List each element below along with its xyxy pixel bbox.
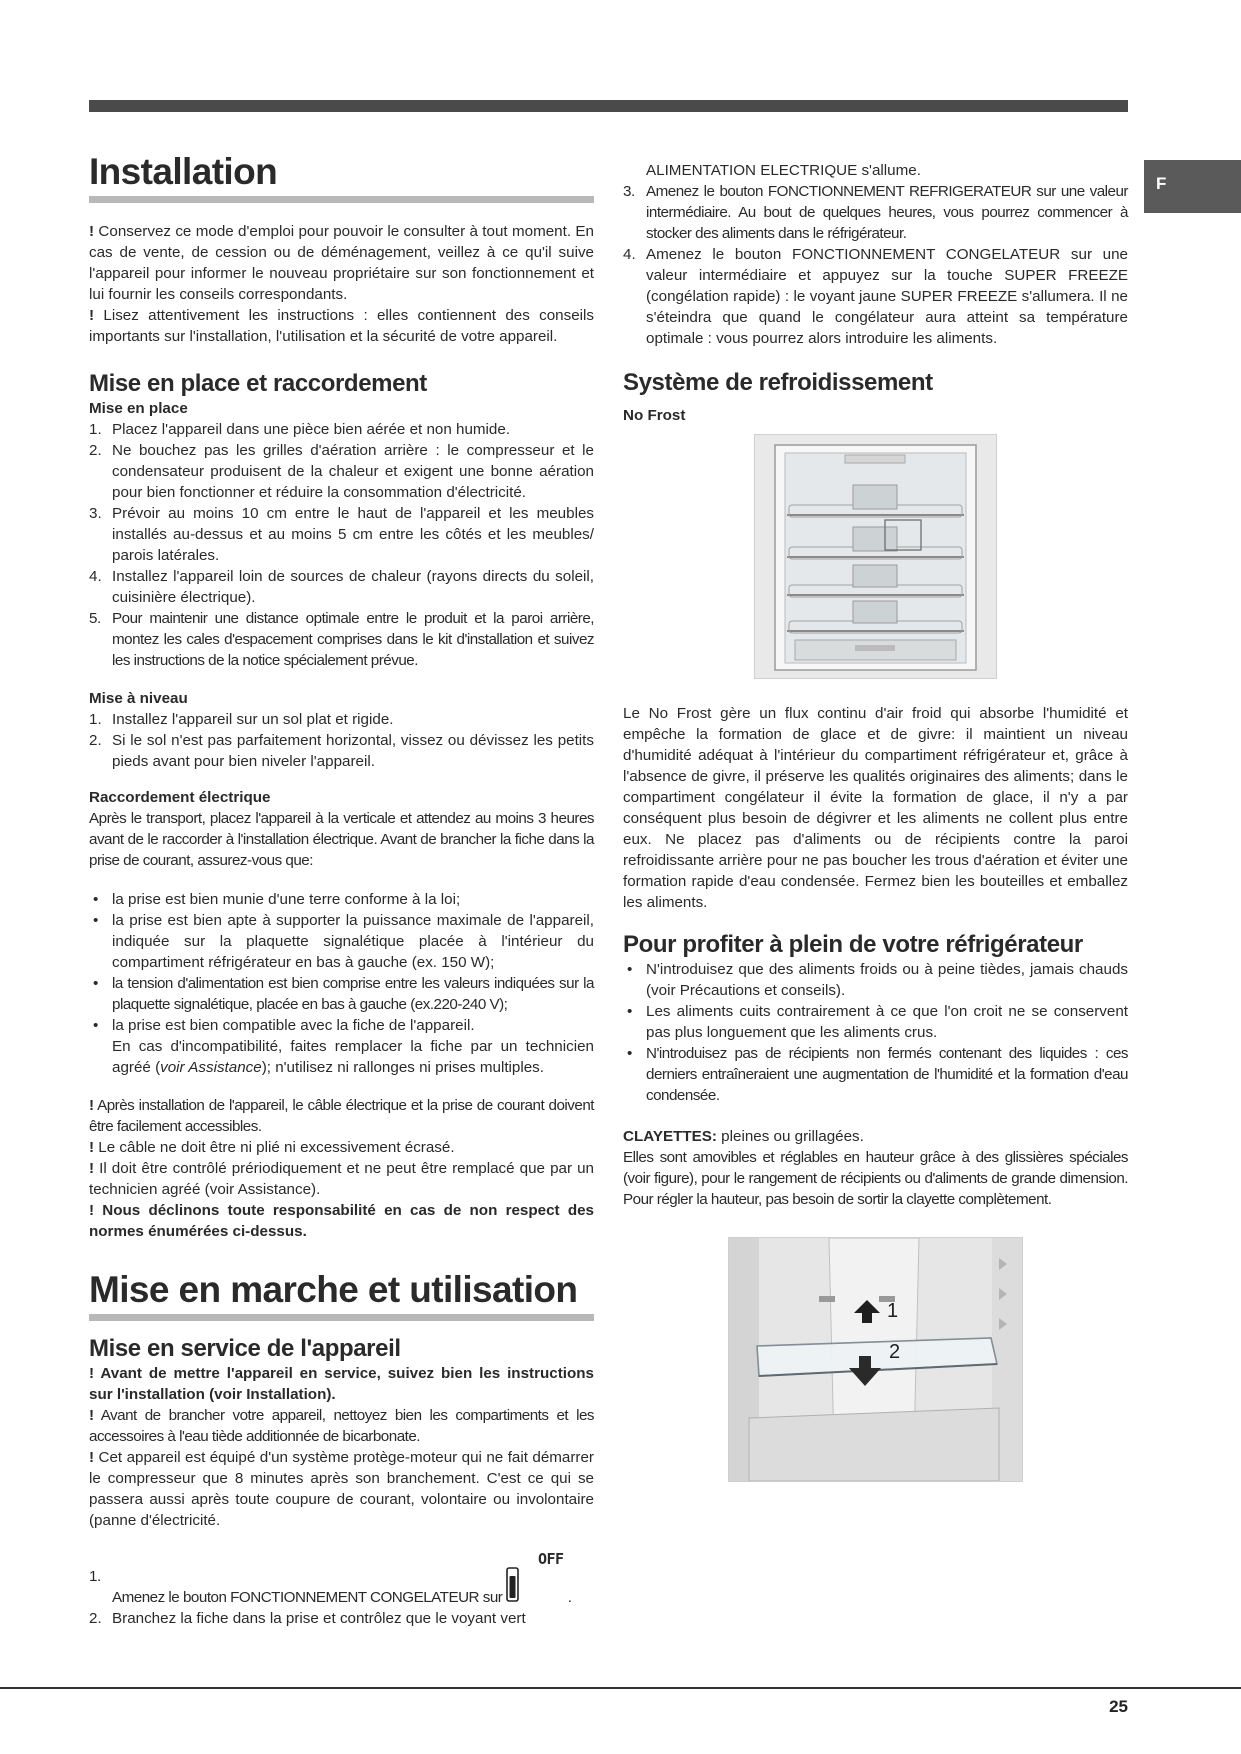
electrical-subtitle: Raccordement électrique — [89, 789, 271, 806]
figure-label-1: 1 — [887, 1300, 899, 1322]
bottom-rule — [0, 1687, 1241, 1689]
list-item: 2. Si le sol n'est pas parfaitement horizontal, vissez ou dévissez les petits pieds avant pour bien niveler l'appareil. — [89, 732, 594, 770]
top-rule — [89, 100, 1128, 112]
list-item: 2. Ne bouchez pas les grilles d'aération arrière : le compresseur et le condensateur produisent de la chaleur et exigent une bonne aération pour bien fonctionner et réduire la consommation d'électricité. — [89, 442, 594, 501]
page-number: 25 — [1109, 1697, 1128, 1716]
figure-label-2: 2 — [889, 1341, 901, 1363]
nofrost-text: Le No Frost gère un flux continu d'air froid qui absorbe l'humidité et empêche la formation de glace et de givre: il maintient un niveau d'humidité adéquat à l'intérieur du compartiment réfrigérateur et, grâce à l'absence de givre, il préserve les qualités originaires des aliments; dans le compartiment congélateur il évite la formation de glace, il n'y a par conséquent plus besoin de dégivrer et les aliments ne collent plus entre eux. Ne placez pas d'aliments ou de récipients contre la paroi refroidissante arrière pour ne pas boucher les trous d'aération et éviter une formation rapide d'eau condensée. Fermez bien les bouteilles et emballez les aliments. — [623, 705, 1128, 911]
warning-1: ! Après installation de l'appareil, le câble électrique et la prise de courant doivent être facilement accessibles. — [89, 1097, 594, 1135]
marche-steps-left — [89, 1549, 594, 1629]
right-column — [623, 160, 1128, 1482]
list-item: 1. Placez l'appareil dans une pièce bien aérée et non humide. — [89, 421, 511, 438]
nofrost-figure — [754, 434, 997, 679]
off-label: OFF — [538, 1550, 564, 1568]
step2-continuation: ALIMENTATION ELECTRIQUE s'allume. — [646, 162, 921, 179]
placement-list — [89, 419, 594, 671]
marche-bold-note: ! Avant de mettre l'appareil en service, suivez bien les instructions sur l'installation (voir Installation). — [89, 1365, 594, 1403]
clayettes-line: CLAYETTES: pleines ou grillagées. — [623, 1128, 864, 1145]
list-item: • Les aliments cuits contrairement à ce que l'on croit ne se conservent pas plus longuement que les aliments crus. — [623, 1001, 1128, 1043]
off-switch-icon — [506, 1566, 564, 1608]
marche-note-3: ! Cet appareil est équipé d'un système protège-moteur qui ne fait démarrer le compresseur que 8 minutes après son branchement. C'est ce qui se passera aussi après toute coupure de courant, volontaire ou involontaire (panne d'électricité. — [89, 1449, 594, 1529]
list-item: • la prise est bien compatible avec la fiche de l'appareil. En cas d'incompatibilité, faites remplacer la fiche par un technicien agréé (voir Assistance); n'utilisez ni rallonges ni prises multiples. — [89, 1015, 594, 1078]
list-item: 2. Branchez la fiche dans la prise et contrôlez que le voyant vert — [89, 1610, 526, 1627]
installation-title: Installation — [89, 150, 594, 203]
list-item: 4. Installez l'appareil loin de sources de chaleur (rayons directs du soleil, cuisinière électrique). — [89, 568, 594, 606]
marche-subtitle: Mise en service de l'appareil — [89, 1335, 401, 1362]
warning-4: ! Nous déclinons toute responsabilité en cas de non respect des normes énumérées ci-dessus. — [89, 1202, 594, 1240]
list-item: • la prise est bien munie d'une terre conforme à la loi; — [89, 889, 594, 910]
language-tab-label: F — [1156, 174, 1167, 193]
list-item: 1. Installez l'appareil sur un sol plat et rigide. — [89, 711, 394, 728]
marche-note-2: ! Avant de brancher votre appareil, nettoyez bien les compartiments et les accessoires à l'eau tiède additionnée de bicarbonate. — [89, 1407, 594, 1445]
list-item: 1. Amenez le bouton FONCTIONNEMENT CONGELATEUR sur OFF . — [89, 1550, 572, 1606]
profiter-bullets — [623, 959, 1128, 1106]
list-item: 3. Prévoir au moins 10 cm entre le haut de l'appareil et les meubles installés au-dessus et au moins 5 cm entre les côtés et les meubles/ parois latérales. — [89, 505, 594, 564]
installation-intro-1: ! Conservez ce mode d'emploi pour pouvoir le consulter à tout moment. En cas de vente, de cession ou de déménagement, veillez à ce qu'il suive l'appareil pour informer le nouveau propriétaire sur son fonctionnement et lui fournir les conseils correspondants. — [89, 223, 594, 303]
electrical-bullets — [89, 889, 594, 1078]
installation-intro-2: ! Lisez attentivement les instructions : elles contiennent des conseils importants sur l'installation, l'utilisation et la sécurité de votre appareil. — [89, 307, 594, 345]
list-item: 3. Amenez le bouton FONCTIONNEMENT REFRIGERATEUR sur une valeur intermédiaire. Au bout de quelques heures, vous pourrez commencer à stocker des aliments dans le réfrigérateur. — [623, 183, 1128, 242]
placement-title: Mise en place et raccordement — [89, 370, 427, 397]
list-item: 5. Pour maintenir une distance optimale entre le produit et la paroi arrière, montez les cales d'espacement comprises dans le kit d'installation et suivez les instructions de la notice spécialement prévue. — [89, 610, 594, 669]
list-item: 4. Amenez le bouton FONCTIONNEMENT CONGELATEUR sur une valeur intermédiaire et appuyez sur la touche SUPER FREEZE (congélation rapide) : le voyant jaune SUPER FREEZE s'allumera. Il ne s'éteindra que quand le congélateur aura atteint sa température optimale : vous pourrez alors introduire les aliments. — [623, 246, 1128, 347]
list-item: • la tension d'alimentation est bien comprise entre les valeurs indiquées sur la plaquette signalétique, placée en bas à gauche (ex.220-240 V); — [89, 973, 594, 1015]
shelf-figure — [728, 1237, 1023, 1482]
placement-subtitle: Mise en place — [89, 400, 188, 417]
clayettes-text: Elles sont amovibles et réglables en hauteur grâce à des glissières spéciales (voir figure), pour le rangement de récipients ou d'aliments de grande dimension. Pour régler la hauteur, pas besoin de sortir la clayette complètement. — [623, 1149, 1128, 1208]
systeme-title: Système de refroidissement — [623, 369, 933, 396]
nofrost-subtitle: No Frost — [623, 407, 686, 424]
list-item: • la prise est bien apte à supporter la puissance maximale de l'appareil, indiquée sur la plaquette signalétique placée à l'intérieur du compartiment réfrigérateur en bas à gauche (ex. 150 W); — [89, 910, 594, 973]
marche-steps-right — [623, 181, 1128, 349]
list-item: • N'introduisez pas de récipients non fermés contenant des liquides : ces derniers entraîneraient une augmentation de l'humidité et la formation d'eau condensée. — [623, 1043, 1128, 1106]
left-column — [89, 150, 594, 1629]
profiter-title: Pour profiter à plein de votre réfrigérateur — [623, 931, 1083, 958]
warning-2: ! Le câble ne doit être ni plié ni excessivement écrasé. — [89, 1139, 455, 1156]
electrical-intro: Après le transport, placez l'appareil à la verticale et attendez au moins 3 heures avant de le raccorder à l'installation électrique. Avant de brancher la fiche dans la prise de courant, assurez-vous que: — [89, 810, 594, 869]
marche-title: Mise en marche et utilisation — [89, 1268, 594, 1321]
warning-3: ! Il doit être contrôlé prériodiquement et ne peut être remplacé que par un technicien agréé (voir Assistance). — [89, 1160, 594, 1198]
leveling-list — [89, 709, 594, 772]
leveling-subtitle: Mise à niveau — [89, 690, 188, 707]
list-item: • N'introduisez que des aliments froids ou à peine tièdes, jamais chauds (voir Précautions et conseils). — [623, 959, 1128, 1001]
language-tab — [1144, 160, 1241, 213]
